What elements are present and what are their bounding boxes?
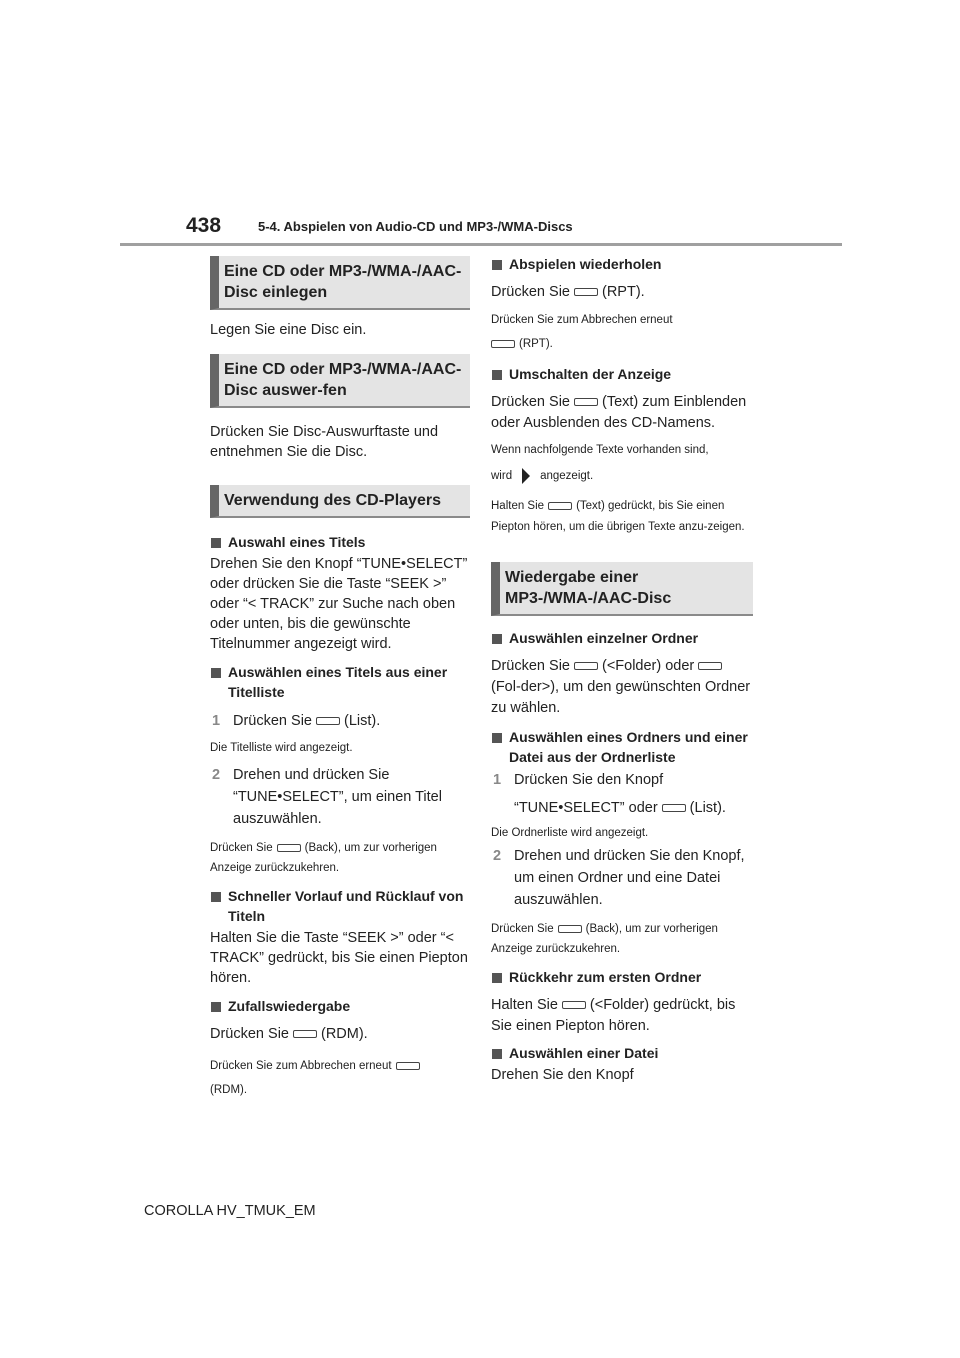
button-icon [558,925,582,933]
button-icon [293,1030,317,1038]
note-repeat-cancel: Drücken Sie zum Abbrechen erneut [491,314,673,326]
subheading-random: Zufallswiedergabe [210,996,470,1016]
header-rule [120,243,842,246]
square-bullet-icon [492,260,502,270]
button-icon [574,398,598,406]
note-random-cancel-end: (RDM). [210,1084,248,1096]
subheading-select-folder: Auswählen einzelner Ordner [491,628,753,648]
note-back: Drücken Sie (Back), um zur vorherigen Anzeige zurückzukehren. [491,923,718,955]
square-bullet-icon [492,1049,502,1059]
first-folder-text: Halten Sie (<Folder) gedrückt, bis Sie einen Piepton hören. [491,997,736,1034]
subheading-fast-forward: Schneller Vorlauf und Rücklauf von Titeln [210,886,470,926]
button-icon [548,502,572,510]
step-2: 2 Drehen und drücken Sie den Knopf, um einen Ordner und eine Datei auszuwählen. [491,845,753,911]
step-1: 1 Drücken Sie den Knopf [491,769,753,791]
note-more-text: Wenn nachfolgende Texte vorhanden sind, [491,444,709,456]
select-track-text: Drehen Sie den Knopf “TUNE•SELECT” oder drücken Sie die Taste “SEEK >” oder “< TRACK” zur Suche nach oben oder unten, bis die gewünschte Titelnummer angezeigt wird. [210,556,468,652]
step-2: 2 Drehen und drücken Sie “TUNE•SELECT”, um einen Titel auszuwählen. [210,764,470,830]
note-track-list: Die Titelliste wird angezeigt. [210,742,353,754]
square-bullet-icon [492,370,502,380]
subheading-first-folder: Rückkehr zum ersten Ordner [491,967,753,987]
button-icon [396,1062,420,1070]
heading-eject-disc: Eine CD oder MP3-/WMA-/AAC-Disc auswer-fen [210,354,470,408]
button-icon [574,288,598,296]
square-bullet-icon [492,973,502,983]
note-back: Drücken Sie (Back), um zur vorherigen Anzeige zurückzukehren. [210,842,437,874]
step-number: 2 [212,767,221,783]
step-number: 1 [212,713,221,729]
subheading-select-track: Auswahl eines Titels [210,532,470,552]
square-bullet-icon [211,538,221,548]
note-hold-text: Halten Sie (Text) gedrückt, bis Sie einen Piepton hören, um die übrigen Texte anzu-zeigen. [491,500,745,533]
subheading-track-list: Auswählen eines Titels aus einer Titelliste [210,662,470,702]
left-column [210,256,470,1100]
random-text: Drücken Sie (RDM). [210,1026,368,1042]
play-arrow-icon [522,468,530,484]
button-icon [491,340,515,348]
heading-cd-player: Verwendung des CD-Players [210,485,470,518]
note-folder-list: Die Ordnerliste wird angezeigt. [491,827,649,839]
insert-disc-text: Legen Sie eine Disc ein. [210,322,367,338]
button-icon [277,844,301,852]
button-icon [662,804,686,812]
step-number: 2 [493,848,502,864]
square-bullet-icon [211,668,221,678]
fast-forward-text: Halten Sie die Taste “SEEK >” oder “< TRACK” gedrückt, bis Sie einen Piepton hören. [210,930,468,986]
subheading-select-file: Auswählen einer Datei [491,1043,753,1063]
step-1-continued: “TUNE•SELECT” oder (List). [514,800,726,816]
note-more-text-icon: wird angezeigt. [491,466,753,486]
page-number: 438 [186,214,222,237]
display-text: Drücken Sie (Text) zum Einblenden oder Ausblenden des CD-Namens. [491,394,747,431]
subheading-repeat: Abspielen wiederholen [491,254,753,274]
step-1: 1 Drücken Sie (List). [210,710,470,732]
button-icon [574,662,598,670]
button-icon [316,717,340,725]
button-icon [562,1001,586,1009]
square-bullet-icon [492,634,502,644]
square-bullet-icon [211,892,221,902]
select-folder-text: Drücken Sie (<Folder) oder(Fol-der>), um den gewünschten Ordner zu wählen. [491,658,751,716]
heading-mp3-playback: Wiedergabe einer MP3-/WMA-/AAC-Disc [491,562,753,616]
note-random-cancel: Drücken Sie zum Abbrechen erneut [210,1056,470,1076]
square-bullet-icon [492,733,502,743]
repeat-text: Drücken Sie (RPT). [491,284,645,300]
section-title: 5-4. Abspielen von Audio-CD und MP3-/WMA-Discs [258,219,573,234]
heading-insert-disc: Eine CD oder MP3-/WMA-/AAC-Disc einlegen [210,256,470,310]
select-file-text: Drehen Sie den Knopf [491,1067,634,1083]
footer-model-code: COROLLA HV_TMUK_EM [144,1203,316,1219]
square-bullet-icon [211,1002,221,1012]
note-repeat-cancel-end: (RPT). [491,334,753,354]
subheading-display: Umschalten der Anzeige [491,364,753,384]
button-icon [698,662,722,670]
subheading-folder-list: Auswählen eines Ordners und einer Datei aus der Ordnerliste [491,727,753,767]
right-column [491,256,753,1085]
step-number: 1 [493,772,502,788]
eject-disc-text: Drücken Sie Disc-Auswurftaste und entnehmen Sie die Disc. [210,424,439,460]
